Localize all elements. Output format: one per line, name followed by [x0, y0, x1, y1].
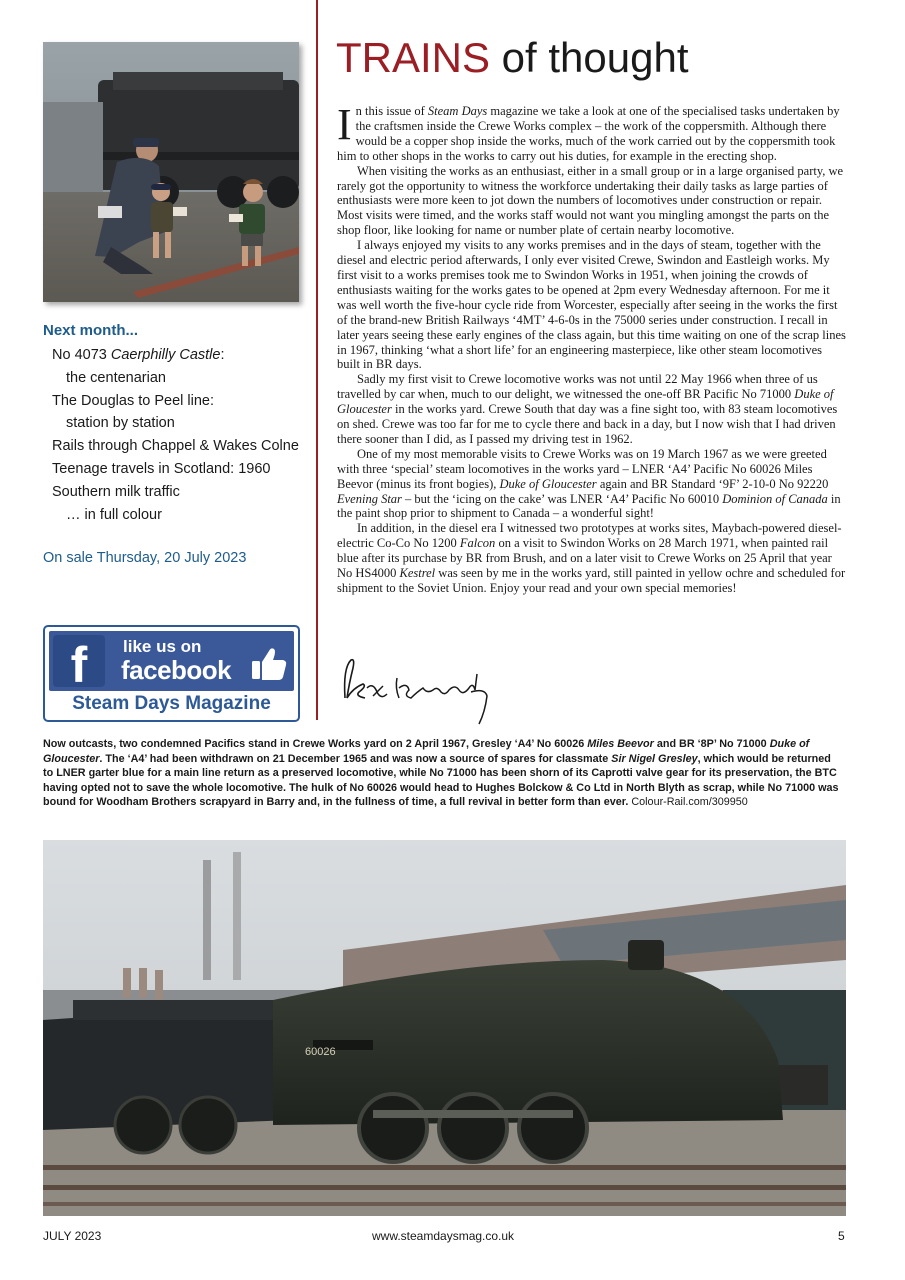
next-month-item: the centenarian	[66, 369, 166, 386]
facebook-like-text: like us on	[123, 637, 202, 656]
article-paragraph: I always enjoyed my visits to any works premises and in the days of steam, together with the diesel and electric period afterwards, I only ever visited Crewe, Swindon and Eastleigh works. My first visit to a works premises took me to Swindon Works in 1951, when joining the crowds of enthusiasts waiting for the works gates to be opened at 2pm every Wednesday afternoon. For me it was well worth the five-hour cycle ride from Worcester, especially after seeing in the works the first of the brand-new British Railways ‘4MT’ 4-6-0s in the 75000 series under construction. I recall in later years seeing these early engines of the class again, but this time waiting on one of the scrap lines in 1967, thinking ‘what a short life’ for an engineering masterpiece, like other steam locomotives built in BR days.	[337, 238, 846, 372]
article-paragraph: One of my most memorable visits to Crewe Works was on 19 March 1967 as we were greeted with three ‘special’ steam locomotives in the works yard – LNER ‘A4’ Pacific No 60026 Miles Beevor (minus its front bogies), Duke of Gloucester again and BR Standard ‘9F’ 2-10-0 No 92220 Evening Star – but the ‘icing on the cake’ was LNER ‘A4’ Pacific No 60010 Dominion of Canada in the paint shop prior to shipment to Canada – a wonderful sight!	[337, 446, 841, 521]
title-accent: TRAINS	[336, 34, 491, 81]
article-paragraph: In this issue of Steam Days magazine we take a look at one of the specialised tasks undertaken by the craftsmen inside the Crewe Works complex – the work of the coppersmith. Although there would be a copper shop inside the works, much of the work carried out by the coppersmith took him to other shops in the works to carry out his duties, for example in the erecting shop.	[337, 100, 840, 163]
railwayman-and-boys-photo	[43, 42, 299, 302]
next-month-item: The Douglas to Peel line:	[52, 392, 215, 409]
svg-text:60026: 60026	[305, 1046, 336, 1058]
facebook-banner	[49, 631, 294, 691]
thumbs-up-icon	[249, 643, 289, 683]
next-month-item: Rails through Chappel & Wakes Colne	[52, 438, 299, 455]
next-month-item: station by station	[66, 415, 175, 432]
article-paragraph: Sadly my first visit to Crewe locomotive works was not until 22 May 1966 when three of us travelled by car when, much to our delight, we witnessed the one-off BR Pacific No 71000 Duke of Gloucester in the works yard. Crewe South that day was a fine sight too, with 83 steam locomotives on shed. Crewe was too far for me to cycle there and back in a day, but I now wish that I had driven there sooner than I did, as I passed my driving test in 1962.	[337, 372, 838, 446]
next-month-item: Southern milk traffic	[52, 483, 180, 500]
next-month-item: Teenage travels in Scotland: 1960	[52, 460, 271, 477]
facebook-wordmark: facebook	[121, 655, 232, 685]
footer-website[interactable]: www.steamdaysmag.co.uk	[372, 1229, 515, 1243]
footer-page-number: 5	[838, 1229, 845, 1243]
column-divider	[316, 0, 318, 720]
article-title	[336, 34, 689, 82]
next-month-item: No 4073 Caerphilly Castle:	[52, 347, 225, 363]
facebook-logo-icon: f	[53, 635, 105, 687]
photo-credit: Colour-Rail.com/309950	[631, 796, 748, 808]
condemned-pacifics-photo	[43, 840, 846, 1216]
title-rest: of thought	[490, 34, 689, 81]
facebook-promo[interactable]	[43, 625, 300, 722]
article-paragraph: When visiting the works as an enthusiast, either in a small group or in a large organised party, we rarely got the opportunity to witness the workforce undertaking their daily tasks as large parties of enthusiasts were more keen to jot down the numbers of locomotives under construction or repair. Most visits were timed, and the works staff would not want you mingling amongst the parts on the shop floor, like looking for name or number plate of certain nearby locomotive.	[337, 163, 844, 238]
on-sale-date: On sale Thursday, 20 July 2023	[43, 550, 247, 566]
article-paragraph: In addition, in the diesel era I witnessed two prototypes at works sites, Maybach-powered diesel-electric Co-Co No 1200 Falcon on a visit to Swindon Works on 28 March 1971, when painted rail blue after its purchase by BR from Brush, and on a later visit to Crewe Works on 25 April that year No HS4000 Kestrel was seen by me in the works yard, still painted in yellow ochre and scheduled for shipment to the Soviet Union. Enjoy your read and your own special memories!	[337, 521, 846, 595]
next-month-item: … in full colour	[66, 506, 162, 523]
next-month-list	[52, 344, 302, 526]
footer-issue-date: JULY 2023	[43, 1229, 102, 1243]
next-month-heading: Next month...	[43, 322, 139, 339]
facebook-page-name: Steam Days Magazine	[72, 693, 271, 714]
drop-cap: I	[337, 100, 352, 149]
article-body	[337, 100, 847, 596]
photo-caption: Now outcasts, two condemned Pacifics stand in Crewe Works yard on 2 April 1967, Gresley ‘A4’ No 60026 Miles Beevor and BR ‘8P’ No 71000 Duke of Gloucester. The ‘A4’ had been withdrawn on 21 December 1965 and was now a source of spares for classmate Sir Nigel Gresley, which would be returned to LNER garter blue for a main line return as a preserved locomotive, while No 71000 has been shorn of its Caprotti valve gear for its preservation, the BTC having opted not to save the whole locomotive. The hulk of No 60026 would head to Hughes Bolckow & Co Ltd in North Blyth as scrap, while No 71000 was bound for Woodham Brothers scrapyard in Barry and, in the fullness of time, a full revival in better form than ever. Colour-Rail.com/309950	[43, 738, 839, 808]
editor-signature	[337, 648, 497, 726]
